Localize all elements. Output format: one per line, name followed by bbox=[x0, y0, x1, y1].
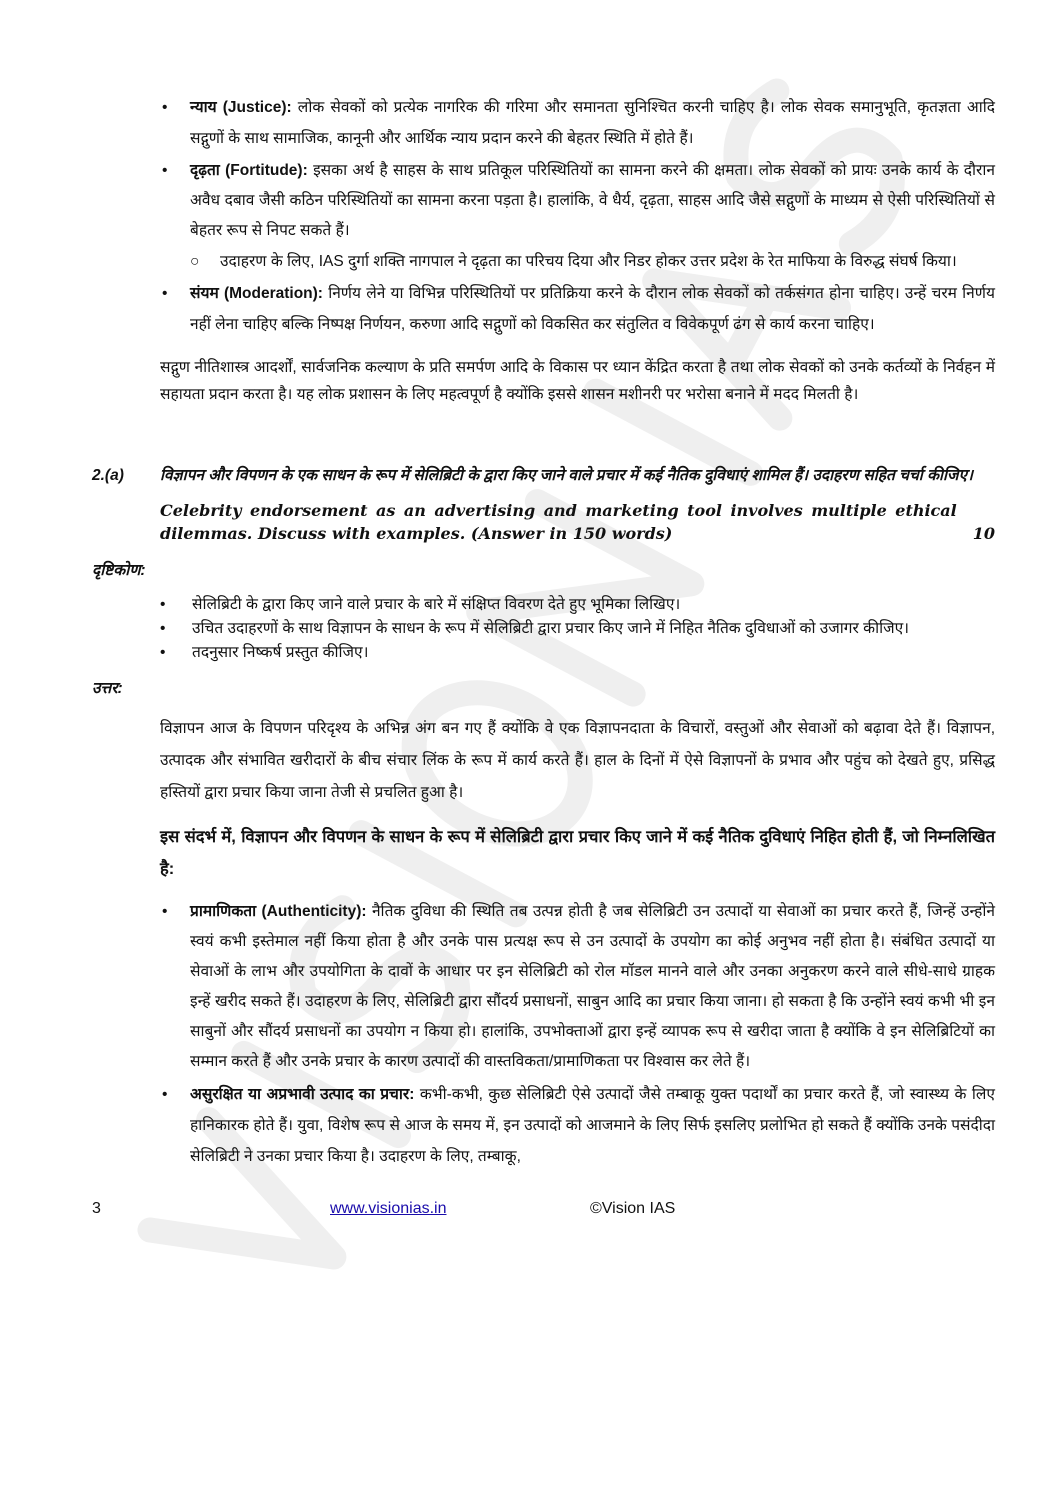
text: उदाहरण के लिए, IAS दुर्गा शक्ति नागपाल ने दृढ़ता का परिचय दिया और निडर होकर उत्तर प्रदेश के रेत माफिया के विरुद्ध संघर्ष किया। bbox=[220, 253, 957, 270]
approach-item bbox=[160, 617, 995, 641]
question-number: 2.(a) bbox=[92, 467, 124, 484]
circle-bullet-icon: ○ bbox=[190, 253, 200, 270]
copyright: ©Vision IAS bbox=[590, 1200, 676, 1217]
question-english-text: Celebrity endorsement as an advertising and marketing tool involves multiple ethical dilemmas. Discuss with examples. (Answer in 150 words) bbox=[160, 501, 957, 543]
question-hindi: विज्ञापन और विपणन के एक साधन के रूप में सेलिब्रिटी के द्वारा किए जाने वाले प्रचार में कई नैतिक दुविधाएं शामिल हैं। उदाहरण सहित चर्चा कीजिए। bbox=[160, 467, 973, 484]
question-english bbox=[160, 499, 995, 545]
text: नैतिक दुविधा की स्थिति तब उत्पन्न होती है जब सेलिब्रिटी उन उत्पादों या सेवाओं का प्रचार करते हैं, जिन्हें उन्होंने स्वयं कभी इस्तेमाल नहीं किया होता है और उनके पास प्रत्यक्ष रूप से उन उत्पादों के उपयोग का कोई अनुभव नहीं होता है। संबंधित उत्पादों या सेवाओं के लाभ और उपयोगिता के दावों के आधार पर इन सेलिब्रिटी को रोल मॉडल मानने वाले और उनका अनुकरण करने वाले सीधे-साधे ग्राहक इन्हें खरीद सकते हैं। उदाहरण के लिए, सेलिब्रिटी द्वारा सौंदर्य प्रसाधनों, साबुन आदि का प्रचार किया जाना। हो सकता है कि उन्होंने स्वयं कभी भी इन साबुनों और सौंदर्य प्रसाधनों का उपयोग न किया हो। हालांकि, उपभोक्ताओं द्वारा इन्हें व्यापक रूप से खरीदा जाता है क्योंकि वे इन सेलिब्रिटियों का सम्मान करते हैं और उनके प्रचार के कारण उत्पादों की वास्तविकता/प्रामाणिकता पर विश्वास कर लेते हैं। bbox=[190, 903, 995, 1070]
answer-intro: विज्ञापन आज के विपणन परिदृश्य के अभिन्न अंग बन गए हैं क्योंकि वे एक विज्ञापनदाता के विचारों, वस्तुओं और सेवाओं को बढ़ावा देते हैं। विज्ञापन, उत्पादक और संभावित खरीदारों के बीच संचार लिंक के रूप में कार्य करते हैं। हाल के दिनों में ऐसे विज्ञापनों के प्रभाव और पहुंच को देखते हुए, प्रसिद्ध हस्तियों द्वारा प्रचार किया जाना तेजी से प्रचलित हुआ है। bbox=[160, 720, 995, 801]
bullet-moderation bbox=[162, 278, 995, 340]
bullet-icon: • bbox=[162, 1086, 168, 1103]
page-number: 3 bbox=[92, 1200, 101, 1217]
bullet-icon: • bbox=[162, 162, 168, 179]
footer bbox=[92, 1200, 995, 1218]
answer-lead: इस संदर्भ में, विज्ञापन और विपणन के साधन के रूप में सेलिब्रिटी द्वारा प्रचार किए जाने में कई नैतिक दुविधाएं निहित होती हैं, जो निम्नलिखित है: bbox=[160, 828, 995, 878]
approach-item bbox=[160, 593, 995, 617]
term: असुरक्षित या अप्रभावी उत्पाद का प्रचार: bbox=[190, 1086, 415, 1103]
approach-heading: दृष्टिकोण: bbox=[92, 562, 146, 579]
bullet-authenticity bbox=[162, 897, 995, 1077]
bullet-justice bbox=[162, 92, 995, 154]
term: दृढ़ता (Fortitude): bbox=[190, 162, 308, 179]
term: प्रामाणिकता (Authenticity): bbox=[190, 903, 367, 920]
text: सेलिब्रिटी के द्वारा किए जाने वाले प्रचार के बारे में संक्षिप्त विवरण देते हुए भूमिका लिखिए। bbox=[192, 596, 681, 613]
virtue-conclusion: सद्गुण नीतिशास्त्र आदर्शों, सार्वजनिक कल्याण के प्रति समर्पण आदि के विकास पर ध्यान केंद्रित करता है तथा लोक सेवकों को उनके कर्तव्यों के निर्वहन में सहायता प्रदान करता है। यह लोक प्रशासन के लिए महत्वपूर्ण है क्योंकि इससे शासन मशीनरी पर भरोसा बनाने में मदद मिलती है। bbox=[160, 359, 995, 403]
bullet-icon: • bbox=[162, 903, 168, 920]
text: तदनुसार निष्कर्ष प्रस्तुत कीजिए। bbox=[192, 644, 369, 661]
text: इसका अर्थ है साहस के साथ प्रतिकूल परिस्थितियों का सामना करने की क्षमता। लोक सेवकों को प्रायः उनके कार्य के दौरान अवैध दबाव जैसी कठिन परिस्थितियों का सामना करना पड़ता है। हालांकि, वे धैर्य, दृढ़ता, साहस आदि जैसे सद्गुणों के माध्यम से ऐसी परिस्थितियों से बेहतर रूप से निपट सकते हैं। bbox=[190, 162, 995, 239]
bullet-icon: • bbox=[162, 99, 168, 116]
question bbox=[92, 462, 995, 489]
term: न्याय (Justice): bbox=[190, 99, 292, 116]
bullet-icon: • bbox=[160, 596, 166, 613]
text: कभी-कभी, कुछ सेलिब्रिटी ऐसे उत्पादों जैसे तम्बाकू युक्त पदार्थों का प्रचार करते हैं, जो स्वास्थ्य के लिए हानिकारक होते हैं। युवा, विशेष रूप से आज के समय में, इन उत्पादों को आजमाने के लिए सिर्फ इसलिए प्रलोभित हो सकते हैं क्योंकि उनके पसंदीदा सेलिब्रिटी ने उनका प्रचार किया है। उदाहरण के लिए, तम्बाकू, bbox=[190, 1086, 995, 1165]
question-marks: 10 bbox=[972, 524, 995, 543]
bullet-icon: • bbox=[160, 644, 166, 661]
term: संयम (Moderation): bbox=[190, 285, 323, 302]
approach-list bbox=[92, 593, 995, 665]
website-link[interactable]: www.visionias.in bbox=[330, 1200, 447, 1217]
sub-bullet-example bbox=[190, 248, 995, 276]
bullet-icon: • bbox=[162, 285, 168, 302]
approach-item bbox=[160, 641, 995, 665]
text: उचित उदाहरणों के साथ विज्ञापन के साधन के रूप में सेलिब्रिटी द्वारा प्रचार किए जाने में निहित नैतिक दुविधाओं को उजागर कीजिए। bbox=[192, 620, 910, 637]
text: लोक सेवकों को प्रत्येक नागरिक की गरिमा और समानता सुनिश्चित करनी चाहिए है। लोक सेवक समानुभूति, कृतज्ञता आदि सद्गुणों के साथ सामाजिक, कानूनी और आर्थिक न्याय प्रदान करने की बेहतर स्थिति में होते हैं। bbox=[190, 99, 995, 147]
bullet-fortitude bbox=[162, 156, 995, 246]
answer-heading: उत्तर: bbox=[92, 680, 123, 697]
bullet-unsafe-products bbox=[162, 1079, 995, 1172]
bullet-icon: • bbox=[160, 620, 166, 637]
text: निर्णय लेने या विभिन्न परिस्थितियों पर प्रतिक्रिया करने के दौरान लोक सेवकों को तर्कसंगत होना चाहिए। उन्हें चरम निर्णय नहीं लेना चाहिए बल्कि निष्पक्ष निर्णयन, करुणा आदि सद्गुणों को विकसित कर संतुलित व विवेकपूर्ण ढंग से कार्य करना चाहिए। bbox=[190, 285, 995, 333]
